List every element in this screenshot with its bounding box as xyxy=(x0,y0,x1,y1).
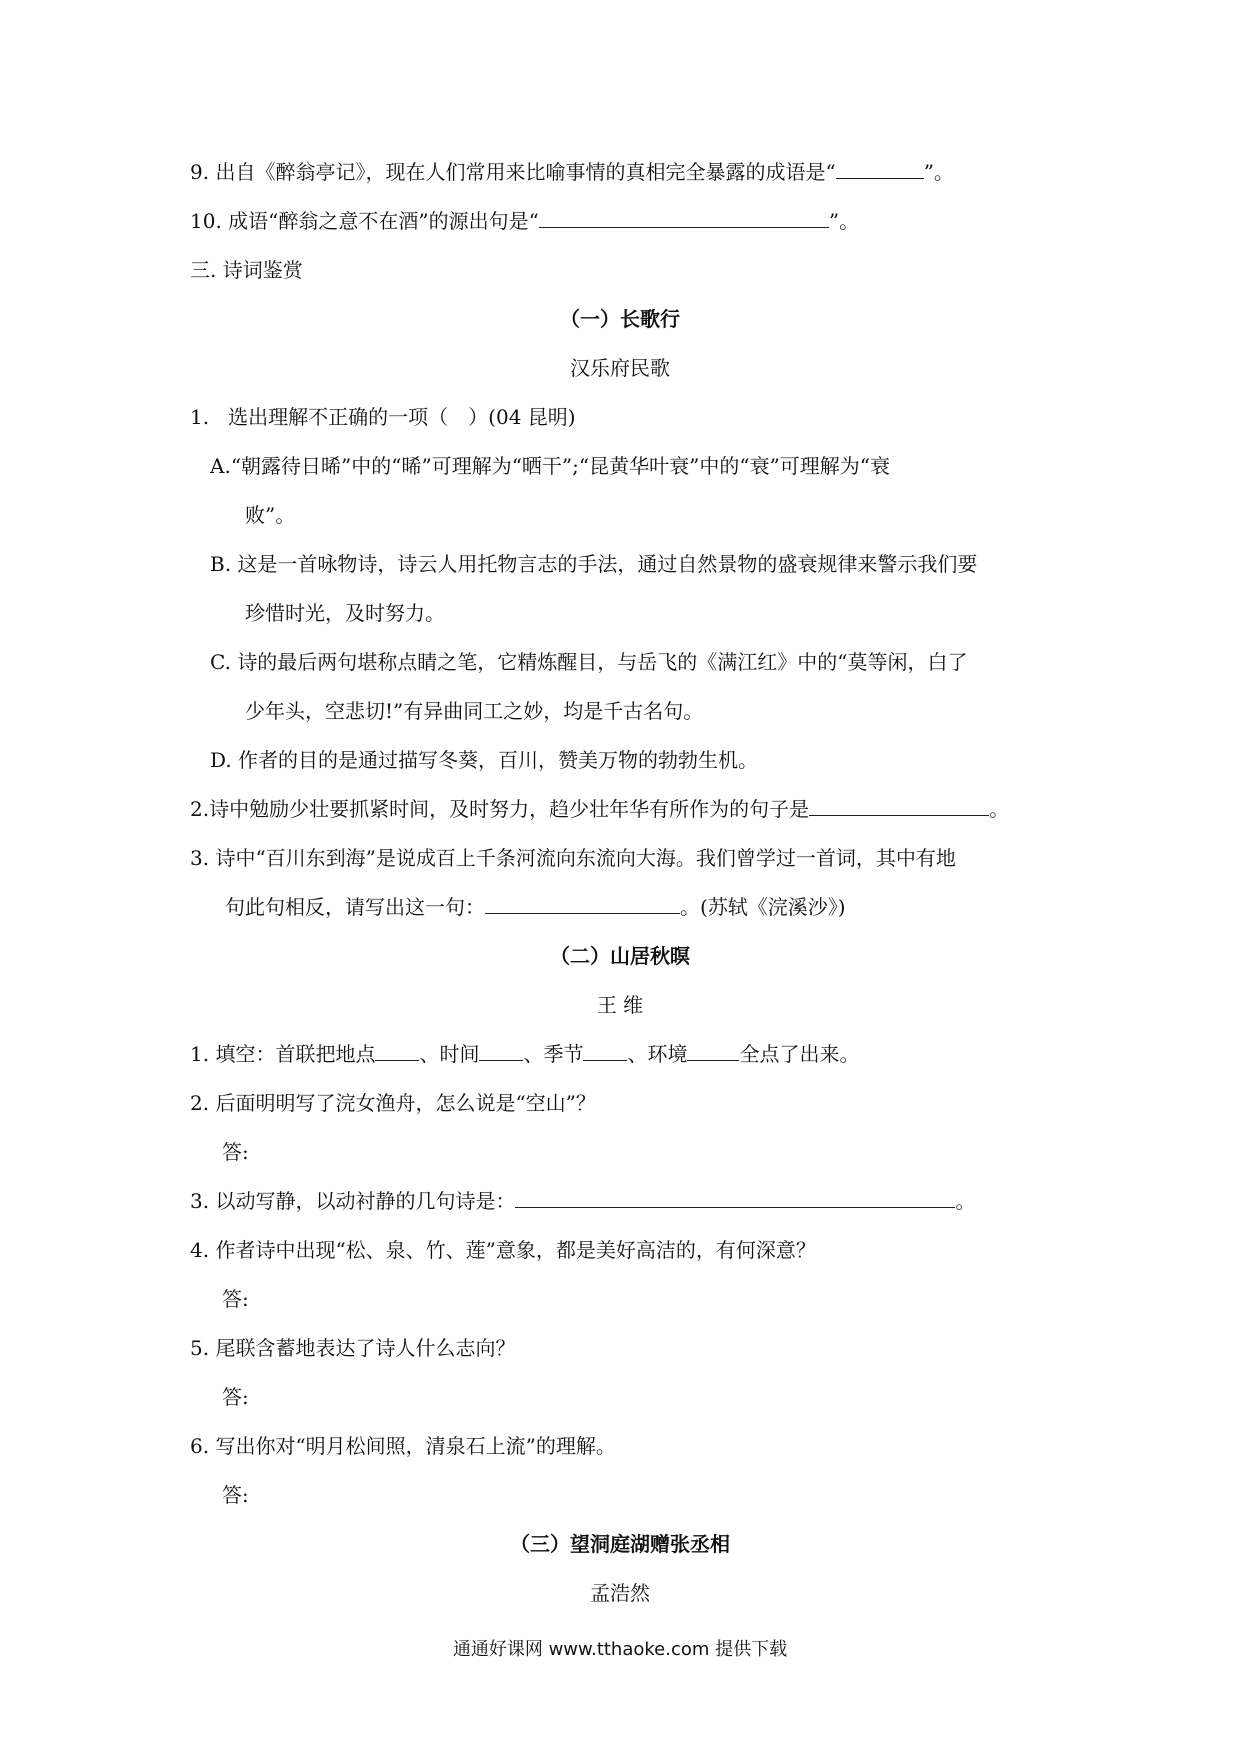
question-text: 写出你对“明月松间照，清泉石上流”的理解。 xyxy=(215,1434,616,1458)
option-c xyxy=(210,648,968,676)
poem-title: （三）望洞庭湖赠张丞相 xyxy=(510,1532,730,1556)
page-footer: 通通好课网 www.tthaoke.com 提供下载 xyxy=(452,1639,788,1660)
question-number: 1. xyxy=(190,1042,210,1066)
question-5 xyxy=(190,1334,515,1362)
question-text: 出自《醉翁亭记》，现在人们常用来比喻事情的真相完全暴露的成语是“ xyxy=(215,160,836,184)
answer-label: 答: xyxy=(222,1483,249,1507)
question-1 xyxy=(190,1040,859,1068)
question-9 xyxy=(190,158,954,186)
answer-blank-place[interactable] xyxy=(375,1042,419,1061)
option-a-continued: 败”。 xyxy=(245,503,296,527)
question-text-end: 。 xyxy=(955,1189,976,1213)
option-label: B. xyxy=(210,552,232,576)
answer-blank[interactable] xyxy=(485,895,680,914)
answer-blank-environment[interactable] xyxy=(687,1042,739,1061)
answer-blank[interactable] xyxy=(809,797,989,816)
poem-title: （一）长歌行 xyxy=(560,307,680,331)
question-number: 2. xyxy=(190,1091,210,1115)
question-text-end: 。 xyxy=(989,797,1010,821)
option-text: 作者的目的是通过描写冬葵，百川，赞美万物的勃勃生机。 xyxy=(238,748,759,772)
question-3 xyxy=(190,844,956,872)
answer-label: 答: xyxy=(222,1385,249,1409)
question-number: 9. xyxy=(190,160,210,184)
option-c-continued: 少年头，空悲切!”有异曲同工之妙，均是千古名句。 xyxy=(245,699,704,723)
question-text: 以动写静，以动衬静的几句诗是： xyxy=(215,1189,516,1213)
answer-blank[interactable] xyxy=(836,160,924,179)
option-b xyxy=(210,550,977,578)
option-a xyxy=(210,452,890,480)
question-number: 3. xyxy=(190,846,210,870)
section-heading: 三. 诗词鉴赏 xyxy=(190,258,303,282)
question-number: 2. xyxy=(190,797,210,821)
poem-author: 汉乐府民歌 xyxy=(570,356,670,380)
question-text: 后面明明写了浣女渔舟，怎么说是“空山”？ xyxy=(215,1091,596,1115)
question-1 xyxy=(190,403,576,431)
question-text: 选出理解不正确的一项（ ）(04 昆明) xyxy=(228,405,576,429)
question-text-end: 。(苏轼《浣溪沙》) xyxy=(680,895,846,919)
question-3-continued xyxy=(225,893,846,921)
question-2 xyxy=(190,1089,596,1117)
question-6 xyxy=(190,1432,616,1460)
question-2 xyxy=(190,795,1009,823)
question-text: 诗中勉励少壮要抓紧时间，及时努力，趋少壮年华有所作为的句子是 xyxy=(209,797,810,821)
option-label: C. xyxy=(210,650,231,674)
question-text-end: ”。 xyxy=(828,209,860,233)
question-3 xyxy=(190,1187,975,1215)
question-text-end: ”。 xyxy=(923,160,954,184)
question-10 xyxy=(190,207,859,235)
option-d xyxy=(210,746,758,774)
question-text: 作者诗中出现“松、泉、竹、莲”意象，都是美好高洁的，有何深意？ xyxy=(215,1238,816,1262)
answer-blank[interactable] xyxy=(515,1189,955,1208)
poem-author: 孟浩然 xyxy=(590,1581,650,1605)
answer-blank-time[interactable] xyxy=(479,1042,523,1061)
answer-label: 答: xyxy=(222,1140,249,1164)
question-4 xyxy=(190,1236,816,1264)
question-text: 成语“醉翁之意不在酒”的源出句是“ xyxy=(228,209,539,233)
question-text: 全点了出来。 xyxy=(739,1042,860,1066)
option-label: A. xyxy=(210,454,231,478)
option-text: 诗的最后两句堪称点睛之笔，它精炼醒目，与岳飞的《满江红》中的“莫等闲，白了 xyxy=(237,650,968,674)
question-text: 、环境 xyxy=(627,1042,688,1066)
question-text: 、季节 xyxy=(523,1042,584,1066)
option-b-continued: 珍惜时光，及时努力。 xyxy=(245,601,445,625)
poem-author: 王 维 xyxy=(596,993,644,1017)
question-text: 尾联含蓄地表达了诗人什么志向？ xyxy=(215,1336,516,1360)
poem-title: （二）山居秋暝 xyxy=(550,944,690,968)
question-number: 5. xyxy=(190,1336,210,1360)
question-number: 6. xyxy=(190,1434,210,1458)
option-label: D. xyxy=(210,748,232,772)
question-number: 4. xyxy=(190,1238,210,1262)
answer-blank[interactable] xyxy=(539,209,829,228)
question-text: 、时间 xyxy=(419,1042,480,1066)
question-number: 10. xyxy=(190,209,222,233)
question-text: 句此句相反，请写出这一句： xyxy=(225,895,485,919)
question-text: 诗中“百川东到海”是说成百上千条河流向东流向大海。我们曾学过一首词，其中有地 xyxy=(215,846,956,870)
option-text: 这是一首咏物诗，诗云人用托物言志的手法，通过自然景物的盛衰规律来警示我们要 xyxy=(237,552,978,576)
question-number: 1. xyxy=(190,405,210,429)
option-text: “朝露待日晞”中的“晞”可理解为“晒干”;“昆黄华叶衰”中的“衰”可理解为“衰 xyxy=(230,454,891,478)
question-number: 3. xyxy=(190,1189,210,1213)
answer-label: 答: xyxy=(222,1287,249,1311)
question-text: 填空：首联把地点 xyxy=(215,1042,376,1066)
answer-blank-season[interactable] xyxy=(583,1042,627,1061)
